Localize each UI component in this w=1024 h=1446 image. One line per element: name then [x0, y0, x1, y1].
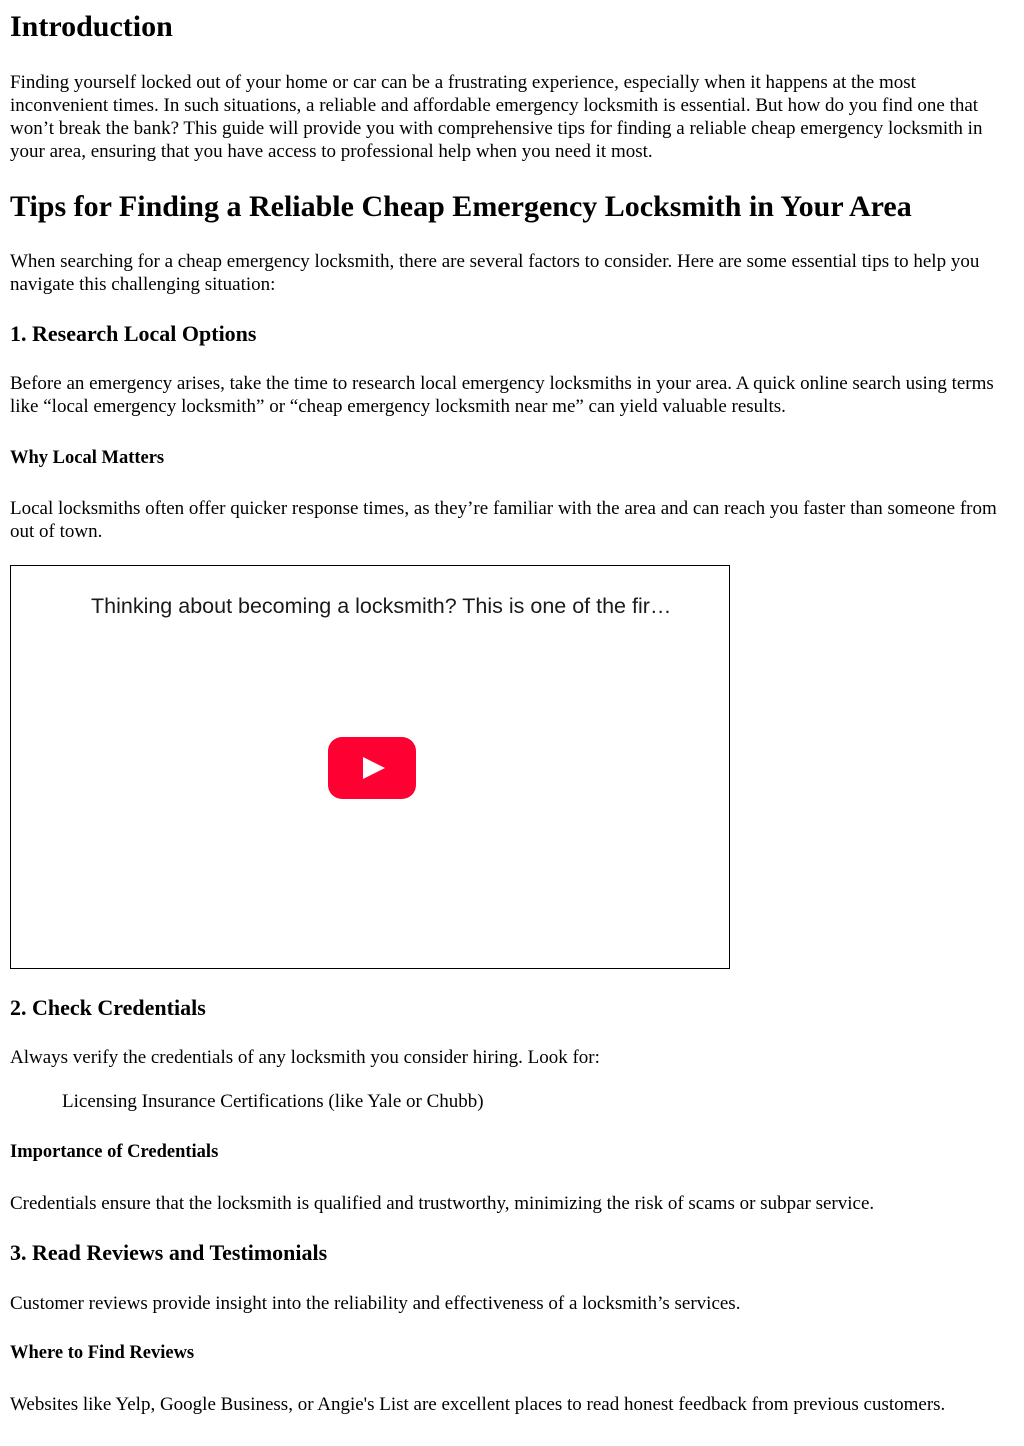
credentials-paragraph: Always verify the credentials of any locksmith you consider hiring. Look for:	[10, 1047, 600, 1068]
reviews-heading: 3. Read Reviews and Testimonials	[10, 1240, 328, 1265]
why-local-paragraph: Local locksmiths often offer quicker response times, as they’re familiar with the area and can reach you faster than someone from out of town.	[10, 498, 997, 542]
credentials-list: Licensing Insurance Certifications (like Yale or Chubb)	[62, 1091, 484, 1112]
credentials-heading: 2. Check Credentials	[10, 995, 206, 1020]
where-reviews-subheading: Where to Find Reviews	[10, 1343, 195, 1363]
tips-title: Tips for Finding a Reliable Cheap Emergency Locksmith in Your Area	[10, 190, 912, 223]
tips-paragraph: When searching for a cheap emergency locksmith, there are several factors to consider. Here are some essential tips to help you navigate this challenging situation:	[10, 251, 980, 295]
reviews-paragraph: Customer reviews provide insight into the reliability and effectiveness of a locksmith’s services.	[10, 1293, 741, 1314]
research-heading: 1. Research Local Options	[10, 321, 257, 346]
video-embed[interactable]	[10, 565, 730, 969]
research-paragraph: Before an emergency arises, take the time to research local emergency locksmiths in your area. A quick online search using terms like “local emergency locksmith” or “cheap emergency locksmith near me” can yield valuable results.	[10, 373, 994, 417]
intro-title: Introduction	[10, 10, 173, 43]
why-local-subheading: Why Local Matters	[10, 448, 165, 468]
intro-paragraph: Finding yourself locked out of your home or car can be a frustrating experience, especially when it happens at the most inconvenient times. In such situations, a reliable and affordable emergency locksmith is essential. But how do you find one that won’t break the bank? This guide will provide you with comprehensive tips for finding a reliable cheap emergency locksmith in your area, ensuring that you have access to professional help when you need it most.	[10, 72, 983, 162]
play-icon	[328, 737, 416, 799]
importance-paragraph: Credentials ensure that the locksmith is qualified and trustworthy, minimizing the risk of scams or subpar service.	[10, 1193, 875, 1214]
where-reviews-paragraph: Websites like Yelp, Google Business, or Angie's List are excellent places to read honest feedback from previous customers.	[10, 1394, 946, 1415]
video-title[interactable]: Thinking about becoming a locksmith? This is one of the fir…	[91, 594, 672, 618]
play-button[interactable]	[328, 737, 416, 799]
importance-subheading: Importance of Credentials	[10, 1142, 219, 1162]
